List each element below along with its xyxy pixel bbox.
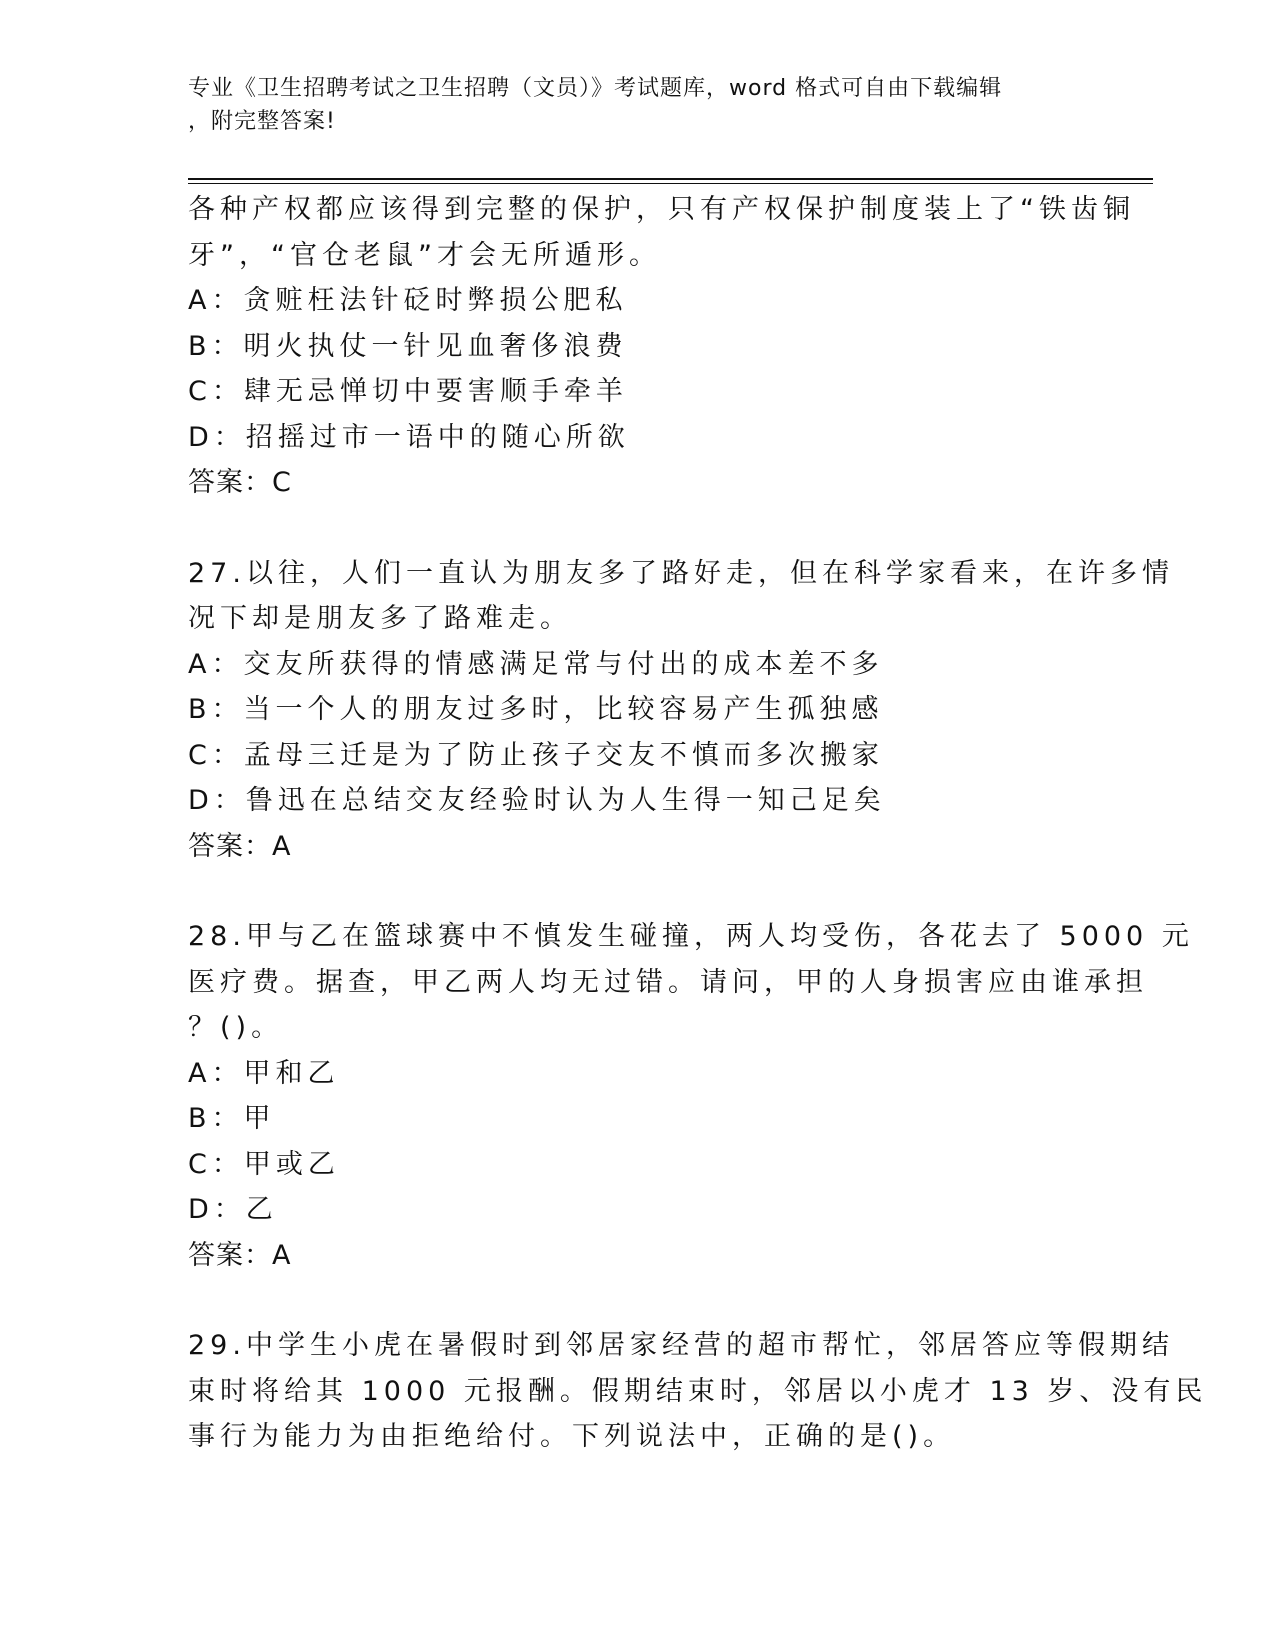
question-list: [188, 187, 1208, 1460]
document-header: [188, 72, 1088, 138]
question-stem-line: 牙”，“官仓老鼠”才会无所遁形。: [188, 239, 661, 271]
option-b: B：当一个人的朋友过多时，比较容易产生孤独感: [188, 694, 884, 725]
option-b: B：明火执仗一针见血奢侈浪费: [188, 330, 628, 362]
answer-line: 答案：A: [188, 830, 292, 862]
answer-line: 答案：C: [188, 467, 292, 498]
question-block: [188, 187, 1135, 506]
question-stem-line: 况下却是朋友多了路难走。: [188, 603, 572, 634]
header-line-2: ，附完整答案!: [188, 109, 336, 134]
option-a: A：交友所获得的情感满足常与付出的成本差不多: [188, 648, 884, 680]
question-block: [188, 1323, 1208, 1460]
question-stem-line: 事行为能力为由拒绝给付。下列说法中，正确的是()。: [188, 1421, 956, 1452]
option-d: D：乙: [188, 1194, 278, 1225]
header-line-1: 专业《卫生招聘考试之卫生招聘（文员）》考试题库，word 格式可自由下载编辑: [188, 76, 1003, 101]
option-c: C：肆无忌惮切中要害顺手牵羊: [188, 376, 628, 407]
option-d: D：鲁迅在总结交友经验时认为人生得一知己足矣: [188, 785, 886, 816]
header-divider: [188, 178, 1153, 180]
question-stem-line: 29.中学生小虎在暑假时到邻居家经营的超市帮忙，邻居答应等假期结: [188, 1330, 1174, 1361]
question-stem-line: 束时将给其 1000 元报酬。假期结束时，邻居以小虎才 13 岁、没有民: [188, 1375, 1208, 1407]
question-block: [188, 551, 1174, 870]
option-b: B：甲: [188, 1103, 276, 1134]
option-a: A：甲和乙: [188, 1057, 340, 1089]
question-stem-line: 医疗费。据查，甲乙两人均无过错。请问，甲的人身损害应由谁承担: [188, 966, 1148, 998]
question-stem-line: 28.甲与乙在篮球赛中不慎发生碰撞，两人均受伤，各花去了 5000 元: [188, 921, 1194, 952]
option-c: C：甲或乙: [188, 1148, 340, 1180]
option-d: D：招摇过市一语中的随心所欲: [188, 421, 630, 453]
question-block: [188, 914, 1194, 1278]
answer-line: 答案：A: [188, 1239, 292, 1271]
option-c: C：孟母三迁是为了防止孩子交友不慎而多次搬家: [188, 739, 884, 771]
question-stem-line: 27.以往，人们一直认为朋友多了路好走，但在科学家看来，在许多情: [188, 557, 1174, 589]
question-stem-line: 各种产权都应该得到完整的保护，只有产权保护制度装上了“铁齿铜: [188, 194, 1135, 225]
header-divider-thin: [188, 183, 1153, 184]
option-a: A：贪赃枉法针砭时弊损公肥私: [188, 285, 628, 316]
question-stem-line: ？()。: [188, 1012, 284, 1043]
